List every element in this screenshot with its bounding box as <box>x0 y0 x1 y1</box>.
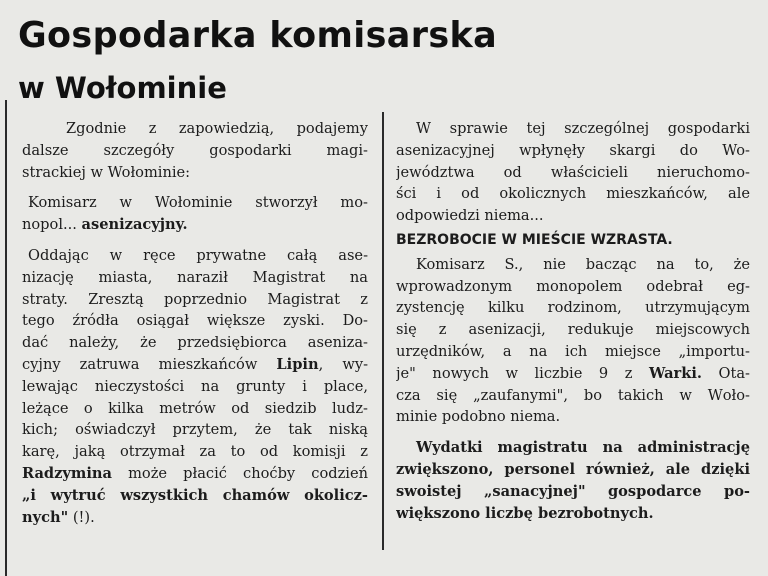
line-bold-text: większono liczbę bezrobotnych. <box>396 504 654 522</box>
line-text: odpowiedzi niema... <box>396 207 544 225</box>
column-divider-rule <box>382 112 384 550</box>
line-text: jewództwa od właścicieli nieruchomo- <box>396 163 750 181</box>
line-bold-text: Radzymina <box>22 464 112 482</box>
text-line <box>22 485 368 507</box>
line-text: je" nowych w liczbie 9 z <box>396 364 649 382</box>
line-text: strackiej w Wołominie: <box>22 163 191 181</box>
line-text: dać należy, że przedsiębiorca asenizа- <box>22 334 368 352</box>
line-bold-text: Warki. <box>648 364 702 382</box>
text-line <box>396 205 750 227</box>
line-text: zystencję kilku rodzinom, utrzymującym <box>396 299 750 317</box>
text-line <box>396 363 750 385</box>
section-heading: BEZROBOCIE W MIEŚCIE WZRASTA. <box>396 231 673 248</box>
paragraph-gap <box>22 236 368 245</box>
text-line <box>22 354 368 376</box>
paragraph-gap <box>22 183 368 192</box>
line-text: karę, jaką otrzymał za to od komisji z <box>22 443 368 461</box>
text-line <box>22 463 368 485</box>
line-text: cyjny zatruwa mieszkańców <box>22 355 277 373</box>
line-tail-text: może płacić choćby codzień <box>111 464 368 482</box>
text-line <box>22 214 368 236</box>
text-line <box>22 310 368 332</box>
paragraph-gap <box>396 428 750 437</box>
article-right-column <box>396 118 750 524</box>
left-margin-rule <box>5 100 7 576</box>
line-text: leżące o kilka metrów od siedzib ludz- <box>22 399 368 417</box>
line-tail-text: Ota- <box>701 364 750 382</box>
text-line <box>22 118 368 140</box>
text-line <box>22 245 368 267</box>
line-text: tego źródła osiągał większe zyski. Do- <box>22 312 368 330</box>
line-bold-text: Wydatki magistratu na administrację <box>416 439 750 457</box>
text-line <box>22 289 368 311</box>
line-text: minie podobno niema. <box>396 408 561 426</box>
text-line <box>396 254 750 276</box>
line-tail-text: (!). <box>68 508 95 526</box>
line-bold-text: „i wytruć wszystkich chamów okolicz- <box>22 486 368 504</box>
text-line <box>22 267 368 289</box>
text-line <box>22 162 368 184</box>
text-line <box>396 503 750 525</box>
text-line <box>396 341 750 363</box>
line-text: cza się „zaufanymi", bo takich w Wоło- <box>396 386 750 404</box>
line-text: się z asenizacji, redukuje miejscowych <box>396 321 750 339</box>
text-line <box>22 441 368 463</box>
line-text: urzędników, a na ich miejsce „importu- <box>396 342 750 360</box>
headline-line-1: Gospodarka komisarska <box>18 15 498 56</box>
line-text: nizację miasta, naraził Magistrat na <box>22 268 368 286</box>
line-text: ści i od okolicznych mieszkańców, ale <box>396 185 750 203</box>
line-text: W sprawie tej szczególnej gospodarki <box>416 120 750 137</box>
text-line <box>22 192 368 214</box>
text-line <box>396 118 750 140</box>
line-text: nopol... <box>22 216 82 234</box>
line-text: asenizacyjnej wpłynęły skargi do Wo- <box>396 141 750 159</box>
text-line <box>22 140 368 162</box>
line-text: dalsze szczegóły gospodarki magi- <box>22 141 368 159</box>
text-line <box>396 459 750 481</box>
line-text: straty. Zresztą poprzednio Magistrat z <box>22 290 368 308</box>
line-text: Komisarz w Wołominie stworzył mo- <box>28 194 368 212</box>
text-line <box>396 162 750 184</box>
line-bold-text: swoistej „sanacyjnej" gospodarce po- <box>396 482 750 500</box>
line-bold-text: zwiększono, personel również, ale dzięki <box>396 460 750 478</box>
text-line <box>396 140 750 162</box>
text-line <box>396 406 750 428</box>
text-line <box>396 437 750 459</box>
line-text: wprowadzonym monopolem odebrał eg- <box>396 277 750 295</box>
text-line <box>396 183 750 205</box>
text-line <box>22 376 368 398</box>
text-line <box>22 419 368 441</box>
text-line <box>396 481 750 503</box>
line-bold-text: asenizacyjny. <box>81 216 188 234</box>
text-line <box>22 332 368 354</box>
line-text: kich; oświadczył przytem, że tak niską <box>22 421 368 439</box>
text-line <box>396 385 750 407</box>
text-line <box>396 276 750 298</box>
line-bold-text: Lipin <box>276 355 319 373</box>
line-text: Zgodnie z zapowiedzią, podajemy <box>66 120 368 137</box>
text-line <box>22 398 368 420</box>
article-left-column <box>22 118 368 528</box>
line-bold-text: nych" <box>22 508 69 526</box>
line-tail-text: , wy- <box>318 355 368 373</box>
line-text: Komisarz S., nie bacząc na to, że <box>416 255 750 273</box>
text-line <box>396 297 750 319</box>
line-text: lewając nieczystości na grunty i place, <box>22 377 368 395</box>
text-line <box>396 319 750 341</box>
headline-line-2: w Wołominie <box>18 71 227 105</box>
line-text: Oddając w ręce prywatne całą ase- <box>28 246 368 264</box>
text-line <box>22 507 368 529</box>
